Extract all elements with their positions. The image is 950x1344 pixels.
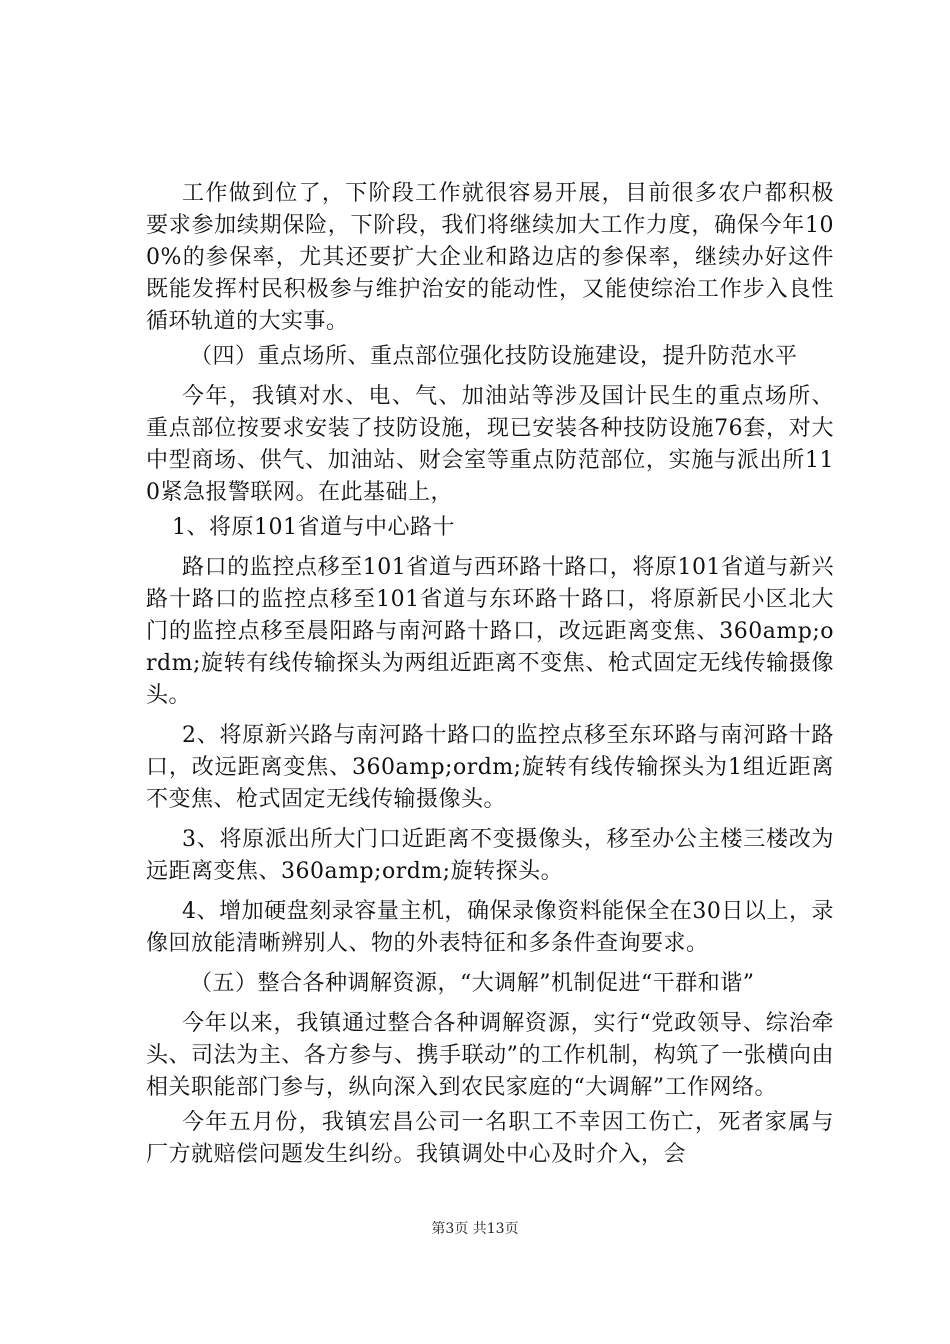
list-item-3: 3、将原派出所大门口近距离不变摄像头，移至办公主楼三楼改为远距离变焦、360amp;ordm;旋转探头。 [146,827,834,884]
section-heading-5: （五）整合各种调解资源，“大调解”机制促进“干群和谐” [190,971,755,996]
paragraph-insurance-summary: 工作做到位了，下阶段工作就很容易开展，目前很多农户都积极要求参加续期保险，下阶段，我们将继续加大工作力度，确保今年100%的参保率，尤其还要扩大企业和路边店的参保率，继续办好这件既能发挥村民积极参与维护治安的能动性，又能使综治工作步入良性循环轨道的大实事。 [146,181,834,334]
list-item-2: 2、将原新兴路与南河路十路口的监控点移至东环路与南河路十路口，改远距离变焦、360amp;ordm;旋转有线传输探头为1组近距离不变焦、枪式固定无线传输摄像头。 [146,723,834,812]
list-item-1-start: 1、将原101省道与中心路十 [172,515,455,540]
section-heading-4: （四）重点场所、重点部位强化技防设施建设，提升防范水平 [190,344,798,369]
paragraph-mediation: 今年以来，我镇通过整合各种调解资源，实行“党政领导、综治牵头、司法为主、各方参与、携手联动”的工作机制，构筑了一张横向由相关职能部门参与，纵向深入到农民家庭的“大调解”工作网络。 [146,1011,834,1100]
list-item-1-cont: 路口的监控点移至101省道与西环路十路口，将原101省道与新兴路十路口的监控点移至101省道与东环路十路口，将原新民小区北大门的监控点移至晨阳路与南河路十路口，改远距离变焦、360amp;ordm;旋转有线传输探头为两组近距离不变焦、枪式固定无线传输摄像头。 [146,555,834,708]
paragraph-tech-defense: 今年，我镇对水、电、气、加油站等涉及国计民生的重点场所、重点部位按要求安装了技防设施，现已安装各种技防设施76套，对大中型商场、供气、加油站、财会室等重点防范部位，实施与派出所110紧急报警联网。在此基础上， [146,384,834,505]
page-number-footer: 第3页 共13页 [431,1221,519,1237]
paragraph-case-may: 今年五月份，我镇宏昌公司一名职工不幸因工伤亡，死者家属与厂方就赔偿问题发生纠纷。我镇调处中心及时介入，会 [146,1110,834,1167]
list-item-4: 4、增加硬盘刻录容量主机，确保录像资料能保全在30日以上，录像回放能清晰辨别人、物的外表特征和多条件查询要求。 [146,899,834,956]
document-body [146,178,834,1171]
